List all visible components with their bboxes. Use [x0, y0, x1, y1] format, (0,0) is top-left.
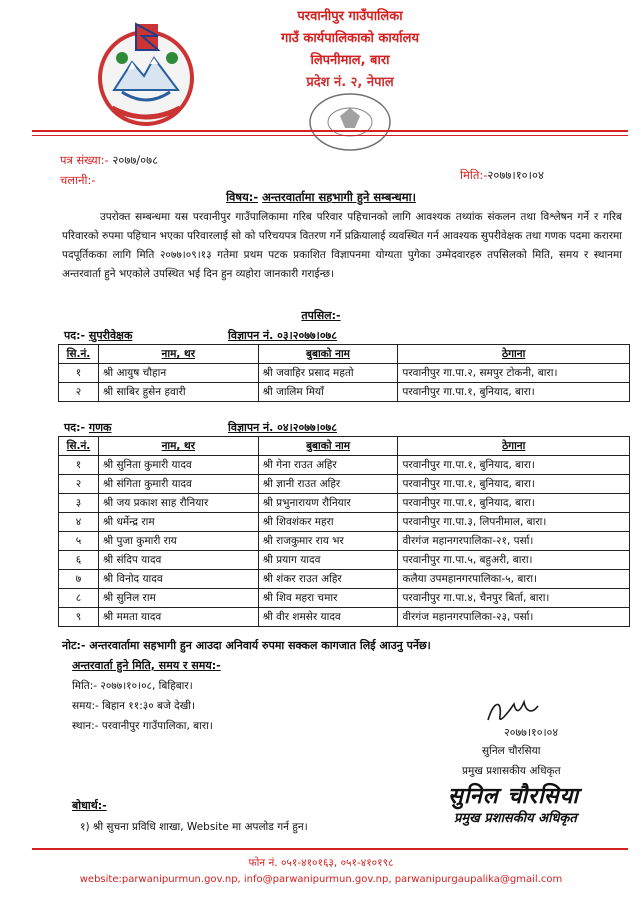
- col-name: नाम, थर: [98, 437, 258, 456]
- bodharth-title: बोधार्थ:-: [72, 799, 107, 812]
- header-divider-thin: [32, 135, 628, 136]
- table-row: ७ श्री विनोद यादव श्री शंकर राउत अहिर कलैया उपमहानगरपालिका-५, बारा।: [59, 570, 630, 589]
- enumerator-table: [58, 436, 630, 627]
- table-header-row: [59, 437, 630, 456]
- letter-date-value: २०७७।१०।०४: [487, 168, 544, 182]
- municipality-name: परवानीपुर गाउँपालिका: [297, 9, 403, 24]
- title-stamp: प्रमुख प्रशासकीय अधिकृत: [454, 811, 577, 826]
- supervisor-table: [58, 344, 630, 402]
- office-title-block: [250, 6, 450, 94]
- table-row: ९ श्री ममता यादव श्री वीर शमसेर यादव वीरगंज महानगरपालिका-२३, पर्सा।: [59, 608, 630, 627]
- office-address: लिपनीमाल, बारा: [310, 53, 390, 68]
- table-row: २ श्री साबिर हुसेन हवारी श्री जालिम मियाँ परवानीपुर गा.पा.१, बुनियाद, बारा।: [59, 383, 630, 402]
- table-header-row: [59, 345, 630, 364]
- patra-sankhya: पत्र संख्या:- २०७७/०७८: [60, 153, 159, 167]
- nepal-emblem-icon: [92, 18, 200, 130]
- letterhead: [0, 0, 642, 140]
- tapsil-heading: तपसिल:-: [301, 309, 341, 322]
- col-address: ठेगाना: [398, 345, 630, 364]
- letter-date: मिति:-२०७७।१०।०४: [460, 168, 544, 182]
- table-row: ६ श्री संदिप यादव श्री प्रयाग यादव परवानीपुर गा.पा.५, बहुअरी, बारा।: [59, 551, 630, 570]
- round-stamp-icon: [300, 88, 400, 158]
- subject-label: विषय:-: [226, 190, 259, 204]
- post-name: सुपरीवेक्षक: [88, 329, 133, 342]
- handwritten-signature-icon: [480, 690, 570, 740]
- letter-meta-left: [60, 150, 158, 190]
- post-supervisor: पद:- सुपरीवेक्षक: [64, 329, 133, 342]
- footer-website: website:parwanipurmun.gov.np, info@parwanipurmun.gov.np, parwanipurgaupalika@gmail.com: [79, 874, 563, 885]
- post-enumerator: पद:- गणक: [64, 421, 112, 434]
- office-name: गाउँ कार्यपालिकाको कार्यालय: [281, 31, 419, 46]
- table-row: ४ श्री धर्मेन्द्र राम श्री शिवशंकर महरा परवानीपुर गा.पा.३, लिपनीमाल, बारा।: [59, 513, 630, 532]
- bodharth-item: १) श्री सुचना प्रविधि शाखा, Website मा अपलोड गर्न हुन।: [80, 821, 308, 833]
- note-text: नोट:- अन्तरवार्तामा सहभागी हुन आउदा अनिवार्य रुपमा सक्कल कागजात लिई आउनु पर्नेछ।: [62, 639, 431, 652]
- schedule-date: मिति:- २०७७।१०।०८, बिहिबार।: [72, 680, 193, 692]
- chalani: चलानी:-: [60, 173, 96, 187]
- schedule-title: अन्तरवार्ता हुने मिति, समय र समय:-: [72, 659, 221, 672]
- footer-divider: [32, 848, 628, 850]
- table-row: २ श्री संगिता कुमारी यादव श्री ज्ञानी राउत अहिर परवानीपुर गा.पा.१, बुनियाद, बारा।: [59, 475, 630, 494]
- patra-sankhya-value: २०७७/०७८: [112, 153, 159, 167]
- col-address: ठेगाना: [398, 437, 630, 456]
- office-province: प्रदेश नं. २, नेपाल: [306, 75, 394, 90]
- name-stamp: सुनिल चौरसिया: [448, 784, 580, 809]
- subject-line: [0, 190, 642, 205]
- col-sn: सि.नं.: [59, 437, 99, 456]
- advertisement-number: विज्ञापन नं. ०४।२०७७।०७८: [228, 421, 337, 434]
- footer-phone: फोन नं. ०५१-४१०१६३, ०५१-४१०१९८: [248, 857, 394, 869]
- signatory-title: प्रमुख प्रशासकीय अधिकृत: [462, 765, 561, 777]
- table-row: ३ श्री जय प्रकाश साह रौनियार श्री प्रभुनारायण रौनियार परवानीपुर गा.पा.१, बुनियाद, बारा।: [59, 494, 630, 513]
- table-row: ८ श्री सुनिल राम श्री शिव महरा चमार परवानीपुर गा.पा.४, चैनपुर बिर्ता, बारा।: [59, 589, 630, 608]
- schedule-block: [72, 676, 213, 736]
- subject-text: अन्तरवार्तामा सहभागी हुने सम्बन्धमा।: [262, 190, 416, 204]
- body-paragraph: उपरोक्त सम्बन्धमा यस परवानीपुर गाउँपालिकामा गरिब परिवार पहिचानको लागि आवश्यक तथ्यांक संकलन तथा विश्लेषन गर्ने र गरिब परिवारको रुपमा पहिचान भएका परिवारलाई सो को परिचयपत्र वितरण गर्ने प्रक्रियालाई व्यवस्थित गर्न आवश्यक सुपरीवेक्षक तथा गणक पदमा करारमा पदपूर्तिकका लागि मिति २०७७।०९।१३ गतेमा प्रथम पटक प्रकाशित विज्ञापनमा योग्यता पुगेका उम्मेदवारहरु तपसिलको मिति, समय र स्थानमा अन्तरवार्ता हुने भएकोले उपस्थित भई दिन हुन व्यहोरा जानकारी गराईन्छ।: [62, 211, 622, 280]
- schedule-place: स्थान:- परवानीपुर गाउँपालिका, बारा।: [72, 720, 213, 732]
- col-father: बुबाको नाम: [258, 437, 398, 456]
- col-name: नाम, थर: [98, 345, 258, 364]
- schedule-time: समय:- बिहान ११:३० बजे देखी।: [72, 700, 196, 712]
- signatory-name: सुनिल चौरसिया: [482, 745, 541, 757]
- table-row: १ श्री सुनिता कुमारी यादव श्री गेना राउत अहिर परवानीपुर गा.पा.१, बुनियाद, बारा।: [59, 456, 630, 475]
- table-row: ५ श्री पुजा कुमारी राय श्री राजकुमार राय भर वीरगंज महानगरपालिका-२१, पर्सा।: [59, 532, 630, 551]
- table-row: १ श्री आयुष चौहान श्री जवाहिर प्रसाद महतो परवानीपुर गा.पा.२, समपुर टोकनी, बारा।: [59, 364, 630, 383]
- col-father: बुबाको नाम: [258, 345, 398, 364]
- signature-date: २०७७।१०।०४: [504, 726, 559, 739]
- header-divider: [32, 130, 628, 132]
- advertisement-number: विज्ञापन नं. ०३।२०७७।०७८: [228, 329, 337, 342]
- post-name: गणक: [88, 421, 112, 434]
- col-sn: सि.नं.: [59, 345, 99, 364]
